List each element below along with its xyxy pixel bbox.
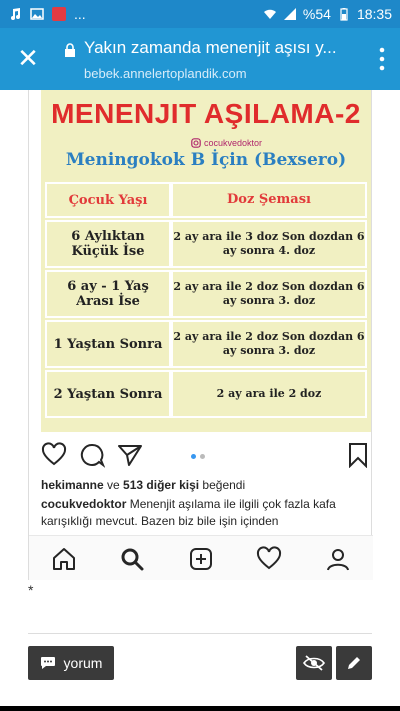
instagram-embed-card: [28, 90, 372, 580]
table-cell-age: 6 ay - 1 Yaş Arası İse: [45, 270, 171, 318]
status-left-icons: [8, 6, 86, 22]
browser-app-bar: [0, 28, 400, 90]
music-icon: [8, 7, 22, 21]
instagram-icon: [191, 138, 201, 148]
app-badge-icon: [52, 7, 66, 21]
pencil-icon: [346, 655, 362, 671]
close-icon[interactable]: ✕: [17, 43, 39, 73]
divider: [28, 633, 372, 634]
comment-button[interactable]: [28, 646, 114, 680]
poster-subtitle: Meningokok B İçin (Bexsero): [65, 150, 347, 170]
status-ellipsis: ...: [74, 6, 86, 22]
dose-table: [45, 182, 367, 420]
table-header-row: [45, 182, 367, 218]
search-icon[interactable]: [119, 546, 145, 572]
table-cell-age: 2 Yaştan Sonra: [45, 370, 171, 418]
profile-icon[interactable]: [325, 546, 351, 572]
post-actions: [41, 440, 371, 472]
table-header-schedule: Doz Şeması: [171, 182, 367, 218]
signal-icon: [283, 7, 297, 21]
image-icon: [30, 7, 44, 21]
add-post-icon[interactable]: [188, 546, 214, 572]
lock-icon: [64, 42, 76, 58]
instagram-tab-bar: [29, 535, 373, 580]
share-icon[interactable]: [117, 442, 143, 468]
table-cell-schedule: 2 ay ara ile 2 doz Son dozdan 6 ay sonra 3. doz: [171, 320, 367, 368]
post-caption: [41, 496, 371, 530]
poster-handle: [191, 138, 262, 148]
liker-name[interactable]: hekimanne: [41, 478, 104, 492]
carousel-dot-active: [191, 454, 196, 459]
edit-button[interactable]: [336, 646, 372, 680]
table-row: [45, 370, 367, 418]
likes-mid: ve: [103, 478, 124, 492]
hide-button[interactable]: [296, 646, 332, 680]
status-bar: [0, 0, 400, 28]
wifi-icon: [263, 7, 277, 21]
carousel-dots: [191, 454, 205, 459]
likes-line: [41, 478, 245, 492]
table-header-age: Çocuk Yaşı: [45, 182, 171, 218]
table-row: [45, 320, 367, 368]
activity-heart-icon[interactable]: [256, 546, 282, 572]
table-cell-schedule: 2 ay ara ile 3 doz Son dozdan 6 ay sonra 4. doz: [171, 220, 367, 268]
page-title: Yakın zamanda menenjit aşısı y...: [84, 38, 337, 57]
asterisk-note: *: [28, 582, 34, 598]
page-url: bebek.annelertoplandik.com: [84, 66, 247, 81]
status-right: [263, 6, 392, 22]
battery-percent: %54: [302, 6, 331, 22]
likes-end: beğendi: [199, 478, 246, 492]
comment-icon[interactable]: [79, 442, 105, 468]
caption-author[interactable]: cocukvedoktor: [41, 497, 127, 511]
table-row: [45, 270, 367, 318]
table-cell-age: 6 Aylıktan Küçük İse: [45, 220, 171, 268]
poster-handle-text: cocukvedoktor: [204, 138, 263, 148]
caption-text: Menenjit aşılama ile ilgili çok fazla kafa karışıklığı mevcut. Bazen biz bile işin içinden: [41, 497, 336, 528]
table-cell-age: 1 Yaştan Sonra: [45, 320, 171, 368]
battery-icon: [337, 7, 351, 21]
eye-off-icon: [303, 655, 325, 671]
bottom-edge: [0, 706, 400, 711]
more-vert-icon[interactable]: [378, 46, 386, 72]
table-row: [45, 220, 367, 268]
home-icon[interactable]: [51, 546, 77, 572]
table-cell-schedule: 2 ay ara ile 2 doz Son dozdan 6 ay sonra 3. doz: [171, 270, 367, 318]
likes-count[interactable]: 513 diğer kişi: [123, 478, 200, 492]
comment-button-label: yorum: [63, 655, 103, 671]
heart-icon[interactable]: [41, 442, 67, 468]
table-cell-schedule: 2 ay ara ile 2 doz: [171, 370, 367, 418]
chat-bubble-icon: [40, 656, 56, 670]
carousel-dot: [200, 454, 205, 459]
status-time: 18:35: [356, 6, 392, 22]
bookmark-icon[interactable]: [345, 442, 371, 468]
poster-title: MENENJIT AŞILAMA-2: [51, 98, 361, 129]
post-image[interactable]: [41, 90, 371, 432]
